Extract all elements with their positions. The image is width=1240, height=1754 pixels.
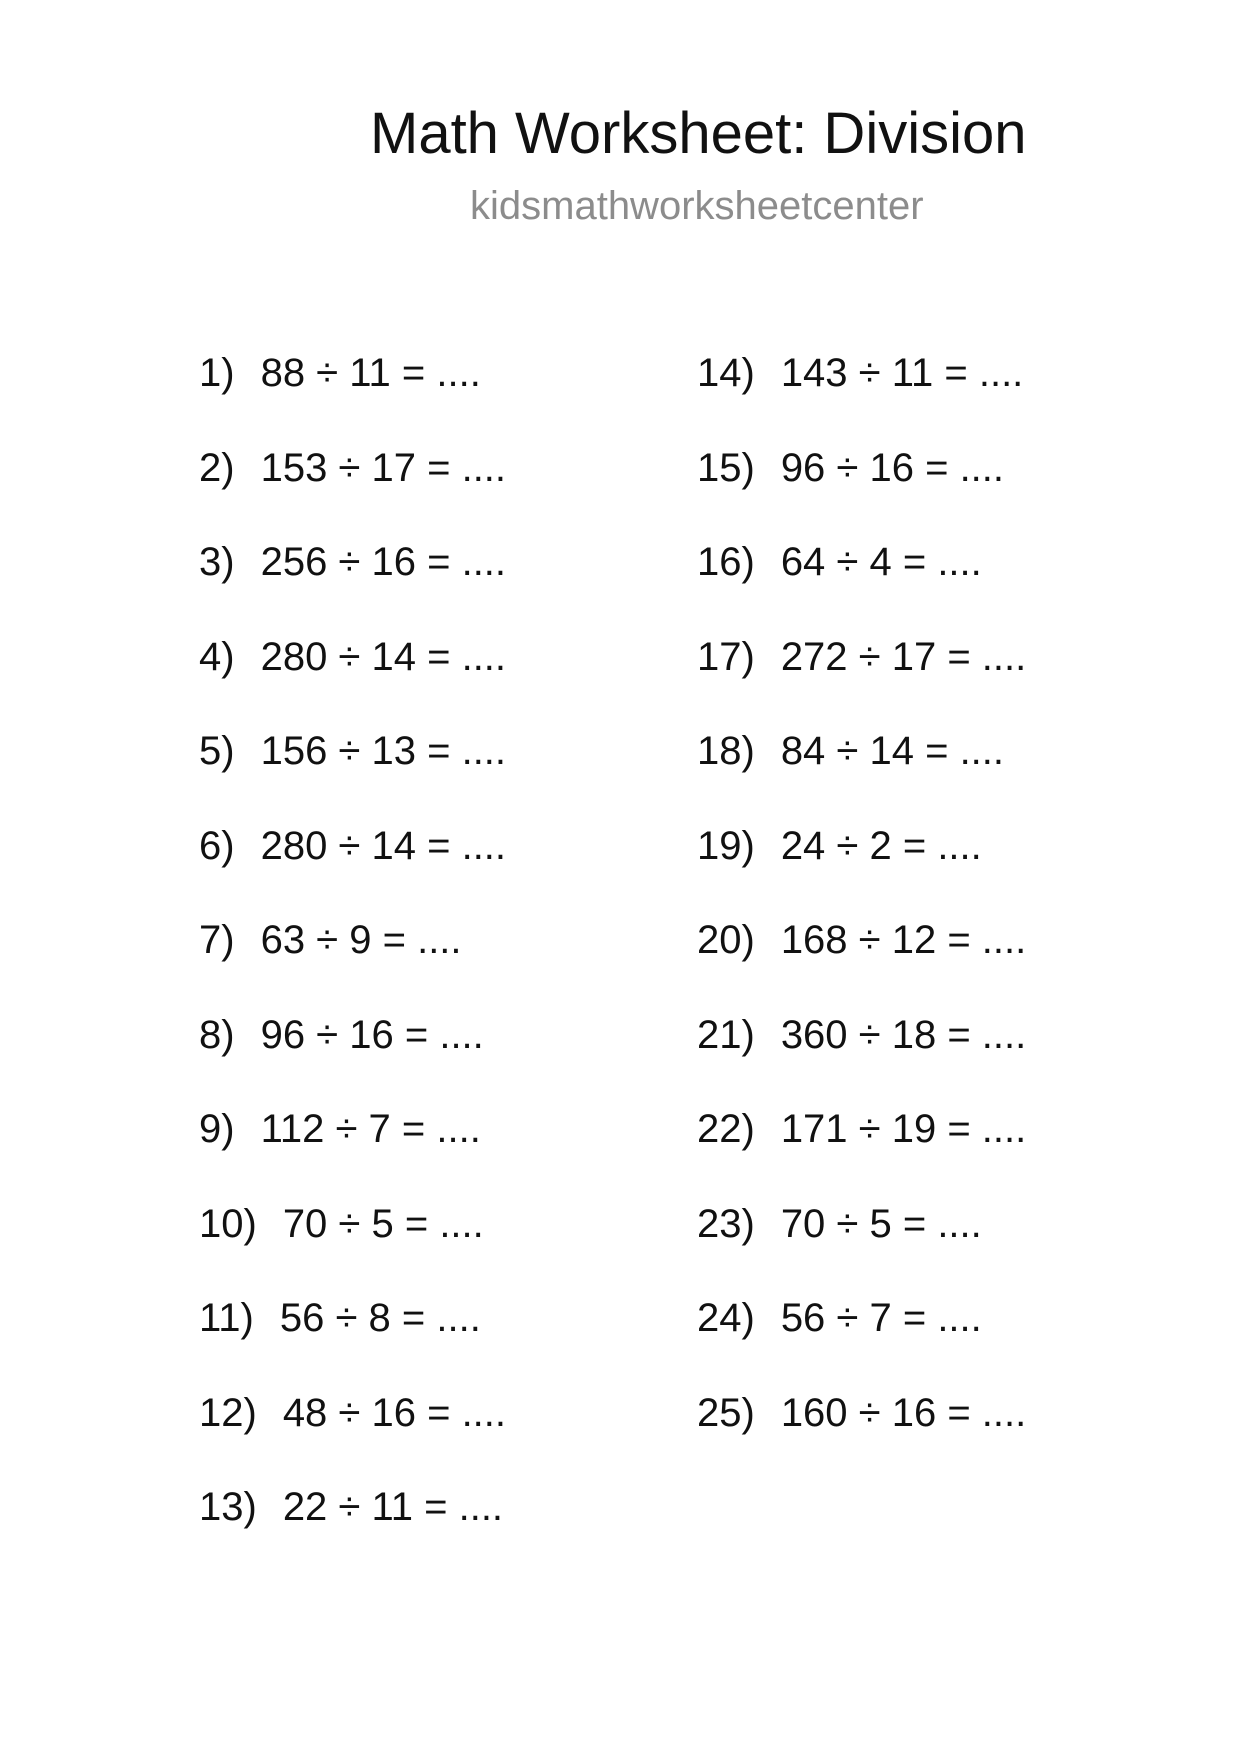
- problem-item: [697, 1010, 1026, 1105]
- problem-number: 3): [199, 540, 235, 584]
- problem-expression: 280 ÷ 14 = ....: [260, 634, 507, 679]
- problem-item: [199, 537, 506, 632]
- problem-expression: 156 ÷ 13 = ....: [260, 729, 507, 773]
- problem-column-left: [199, 348, 506, 1577]
- problem-item: [697, 1199, 1026, 1294]
- problem-expression: 112 ÷ 7 = ....: [260, 1107, 481, 1151]
- problem-number: 11): [199, 1296, 254, 1340]
- problem-expression: 160 ÷ 16 = ....: [780, 1390, 1027, 1435]
- problem-item: [199, 726, 506, 821]
- problem-item: [697, 1293, 1026, 1388]
- problem-number: 7): [199, 918, 235, 962]
- problem-number: 9): [199, 1107, 235, 1151]
- problem-number: 19): [697, 823, 755, 868]
- worksheet-title: Math Worksheet: Division: [370, 101, 1027, 166]
- problem-item: [199, 1010, 506, 1105]
- problem-number: 20): [697, 918, 755, 962]
- problem-expression: 56 ÷ 7 = ....: [780, 1296, 982, 1340]
- problem-item: [199, 348, 506, 443]
- problem-number: 15): [697, 445, 755, 490]
- problem-expression: 256 ÷ 16 = ....: [260, 540, 507, 584]
- problem-expression: 153 ÷ 17 = ....: [260, 445, 507, 490]
- worksheet-subtitle: kidsmathworksheetcenter: [470, 184, 924, 228]
- problem-expression: 88 ÷ 11 = ....: [260, 351, 481, 395]
- problem-column-right: [697, 348, 1026, 1482]
- problem-item: [199, 1482, 506, 1577]
- problem-number: 2): [199, 445, 235, 490]
- problem-number: 18): [697, 729, 755, 773]
- problem-item: [697, 726, 1026, 821]
- problem-item: [199, 1293, 506, 1388]
- problem-number: 25): [697, 1390, 755, 1435]
- problem-item: [697, 915, 1026, 1010]
- problem-expression: 84 ÷ 14 = ....: [780, 729, 1005, 773]
- problem-number: 23): [697, 1201, 755, 1246]
- problem-number: 1): [199, 351, 235, 395]
- problem-item: [199, 1199, 506, 1294]
- problem-expression: 56 ÷ 8 = ....: [279, 1296, 481, 1340]
- problem-expression: 22 ÷ 11 = ....: [282, 1485, 504, 1529]
- problem-expression: 48 ÷ 16 = ....: [282, 1390, 507, 1435]
- problem-number: 12): [199, 1390, 257, 1435]
- problem-item: [697, 537, 1026, 632]
- problem-item: [697, 348, 1026, 443]
- problem-number: 17): [697, 634, 755, 679]
- problem-item: [697, 1388, 1026, 1483]
- problem-number: 4): [199, 634, 235, 679]
- problem-number: 5): [199, 729, 235, 773]
- problem-expression: 280 ÷ 14 = ....: [260, 823, 507, 868]
- problem-expression: 70 ÷ 5 = ....: [282, 1201, 484, 1246]
- problem-number: 24): [697, 1296, 755, 1340]
- problem-expression: 171 ÷ 19 = ....: [780, 1107, 1027, 1151]
- problem-item: [199, 1104, 506, 1199]
- problem-item: [199, 821, 506, 916]
- problem-number: 16): [697, 540, 755, 584]
- problem-item: [199, 915, 506, 1010]
- problem-item: [697, 1104, 1026, 1199]
- problem-number: 10): [199, 1201, 257, 1246]
- problem-item: [199, 632, 506, 727]
- problem-item: [199, 443, 506, 538]
- problem-number: 14): [697, 351, 755, 395]
- problem-number: 22): [697, 1107, 755, 1151]
- problem-number: 8): [199, 1012, 235, 1057]
- problem-item: [199, 1388, 506, 1483]
- problem-expression: 64 ÷ 4 = ....: [780, 540, 982, 584]
- problem-expression: 96 ÷ 16 = ....: [780, 445, 1005, 490]
- problem-number: 13): [199, 1485, 257, 1529]
- problem-number: 6): [199, 823, 235, 868]
- problem-number: 21): [697, 1012, 755, 1057]
- problem-expression: 168 ÷ 12 = ....: [780, 918, 1027, 962]
- problem-item: [697, 632, 1026, 727]
- problem-expression: 70 ÷ 5 = ....: [780, 1201, 982, 1246]
- problem-item: [697, 443, 1026, 538]
- problem-item: [697, 821, 1026, 916]
- problem-expression: 63 ÷ 9 = ....: [260, 918, 462, 962]
- problem-expression: 96 ÷ 16 = ....: [260, 1012, 484, 1057]
- problem-expression: 143 ÷ 11 = ....: [780, 351, 1024, 395]
- problem-expression: 272 ÷ 17 = ....: [780, 634, 1027, 679]
- problem-expression: 24 ÷ 2 = ....: [780, 823, 982, 868]
- problem-expression: 360 ÷ 18 = ....: [780, 1012, 1027, 1057]
